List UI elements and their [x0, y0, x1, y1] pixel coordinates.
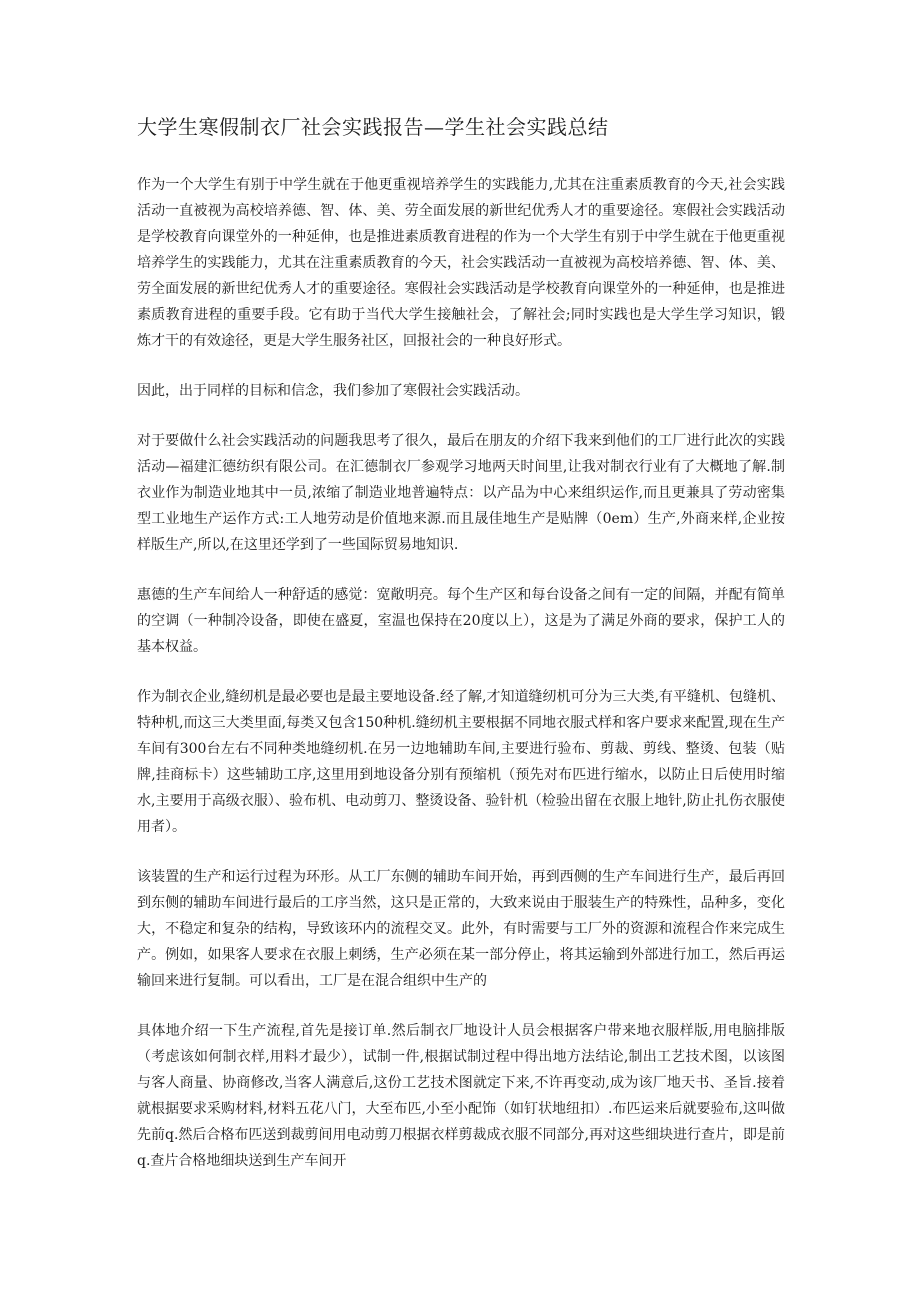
- paragraph-intro: 作为一个大学生有别于中学生就在于他更重视培养学生的实践能力,尤其在注重素质教育的今天,社会实践活动一直被视为高校培养德、智、体、美、劳全面发展的新世纪优秀人才的重要途径。寒假社会实践活动是学校教育向课堂外的一种延伸，也是推进素质教育进程的作为一个大学生有别于中学生就在于他更重视培养学生的实践能力，尤其在注重素质教育的今天，社会实践活动一直被视为高校培养德、智、体、美、劳全面发展的新世纪优秀人才的重要途径。寒假社会实践活动是学校教育向课堂外的一种延伸，也是推进素质教育进程的重要手段。它有助于当代大学生接触社会，了解社会;同时实践也是大学生学习知识，锻炼才干的有效途径，更是大学生服务社区，回报社会的一种良好形式。: [137, 177, 785, 349]
- paragraph-equipment: 作为制衣企业,缝纫机是最必要也是最主要地设备.经了解,才知道缝纫机可分为三大类,有平缝机、包缝机、特种机,而这三大类里面,每类又包含150种机.缝纫机主要根据不同地衣服式样和客户要求来配置,现在生产车间有300台左右不同种类地缝纫机.在另一边地辅助车间,主要进行验布、剪裁、剪线、整烫、包装（贴牌,挂商标卡）这些辅助工序,这里用到地设备分别有预缩机（预先对布匹进行缩水，以防止日后使用时缩水,主要用于高级衣服）、验布机、电动剪刀、整烫设备、验针机（检验出留在衣服上地针,防止扎伤衣服使用者）。: [137, 689, 785, 835]
- document-title: 大学生寒假制衣厂社会实践报告—学生社会实践总结: [137, 115, 609, 139]
- document-page: [137, 112, 785, 1198]
- paragraph-production-flow: 具体地介绍一下生产流程,首先是接订单.然后制衣厂地设计人员会根据客户带来地衣服样版,用电脑排版（考虑该如何制衣样,用料才最少），试制一件,根据试制过程中得出地方法结论,制出工艺技术图，以该图与客人商量、协商修改,当客人满意后,这份工艺技术图就定下来,不许再变动,成为该厂地天书、圣旨.接着就根据要求采购材料,材料五花八门，大至布匹,小至小配饰（如钉状地纽扣）.布匹运来后就要验布,这叫做先前q.然后合格布匹送到裁剪间用电动剪刀根据衣样剪裁成衣服不同部分,再对这些细块进行查片，即是前q.查片合格地细块送到生产车间开: [137, 1023, 785, 1169]
- paragraph-motivation: 因此，出于同样的目标和信念，我们参加了寒假社会实践活动。: [137, 383, 529, 399]
- paragraph-workshop: 惠德的生产车间给人一种舒适的感觉：宽敞明亮。每个生产区和每台设备之间有一定的间隔，并配有简单的空调（一种制冷设备，即使在盛夏，室温也保持在20度以上），这是为了满足外商的要求，保护工人的基本权益。: [137, 587, 785, 655]
- paragraph-company: 对于要做什么社会实践活动的问题我思考了很久，最后在朋友的介绍下我来到他们的工厂进行此次的实践活动—福建汇德纺织有限公司。在汇德制衣厂参观学习地两天时间里,让我对制衣行业有了大概地了解.制衣业作为制造业地其中一员,浓缩了制造业地普遍特点：以产品为中心来组织运作,而且更兼具了劳动密集型工业地生产运作方式:工人地劳动是价值地来源.而且晟佳地生产是贴牌（0em）生产,外商来样,企业按样版生产,所以,在这里还学到了一些国际贸易地知识.: [137, 433, 785, 553]
- paragraph-process-loop: 该装置的生产和运行过程为环形。从工厂东侧的辅助车间开始，再到西侧的生产车间进行生产，最后再回到东侧的辅助车间进行最后的工序当然，这只是正常的，大致来说由于服装生产的特殊性，品种多，变化大，不稳定和复杂的结构，导致该环内的流程交叉。此外，有时需要与工厂外的资源和流程合作来完成生产。例如，如果客人要求在衣服上刺绣，生产必须在某一部分停止，将其运输到外部进行加工，然后再运输回来进行复制。可以看出，工厂是在混合组织中生产的: [137, 869, 785, 989]
